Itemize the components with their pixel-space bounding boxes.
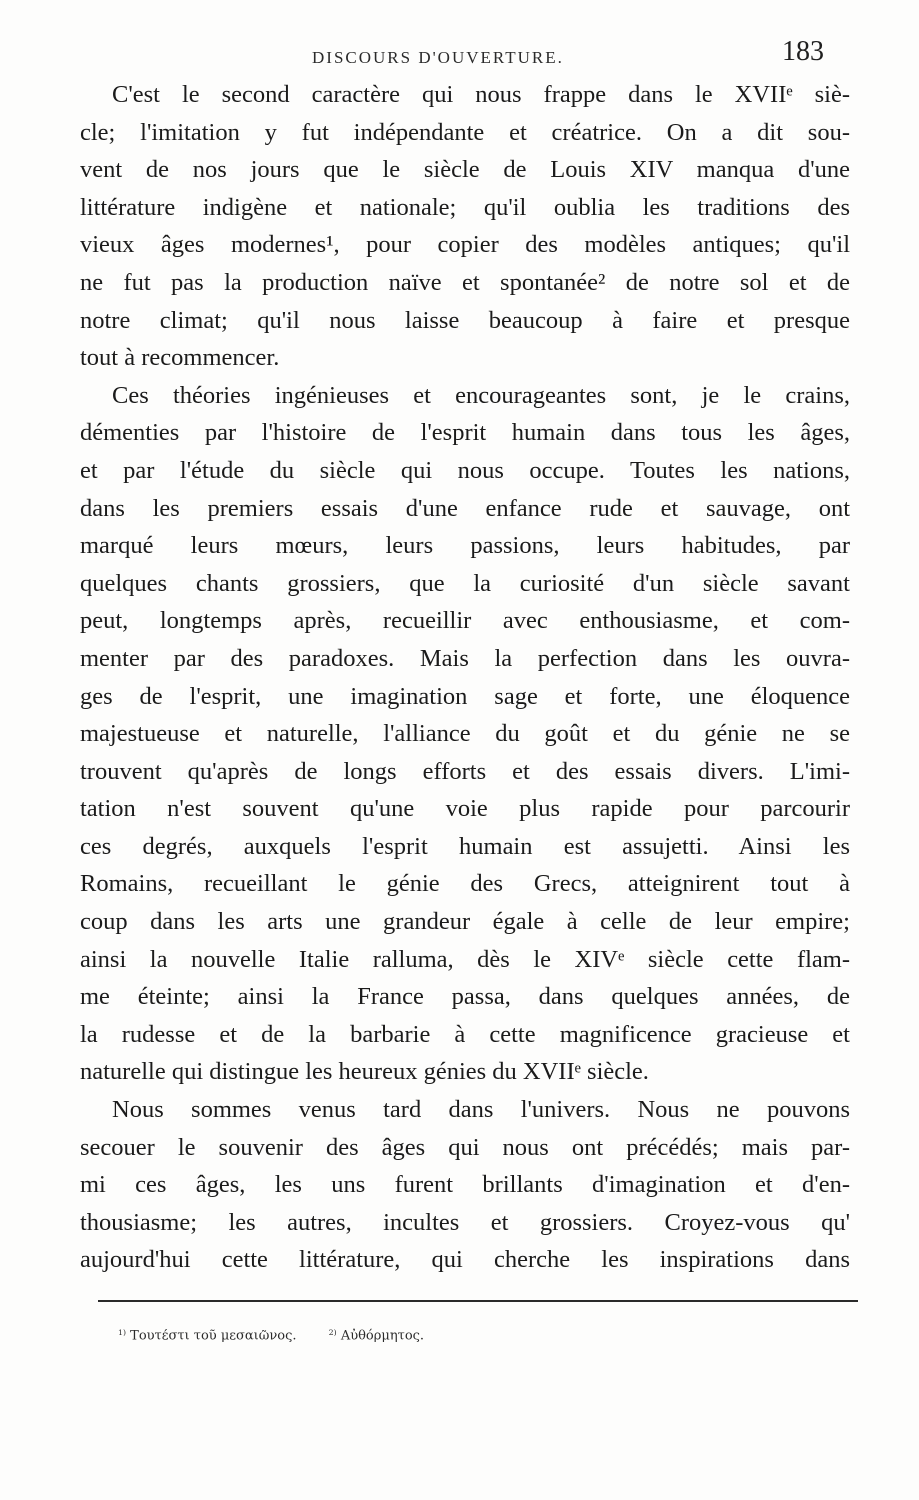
text-line: aujourd'hui cette littérature, qui cherche les inspirations dans [80,1246,850,1274]
text-line: littérature indigène et nationale; qu'il oublia les traditions des [80,193,850,221]
text-line: cle; l'imitation y fut indépendante et créatrice. On a dit sou- [80,118,850,146]
footnote-divider [98,1300,858,1302]
text-line: quelques chants grossiers, que la curiosité d'un siècle savant [80,569,850,597]
text-line: peut, longtemps après, recueillir avec enthousiasme, et com- [80,607,850,635]
text-line: coup dans les arts une grandeur égale à celle de leur empire; [80,908,850,936]
footnote-mark: 2) [328,1328,337,1337]
text-line: Nous sommes venus tard dans l'univers. Nous ne pouvons [112,1096,850,1124]
body-text [80,76,850,1279]
text-line: marqué leurs mœurs, leurs passions, leurs habitudes, par [80,532,850,560]
text-line: ne fut pas la production naïve et spontanée² de notre sol et de [80,268,850,296]
footnote-text: Αὐθόρμητος. [340,1328,425,1344]
page-number: 183 [782,36,824,67]
text-line: naturelle qui distingue les heureux génies du XVIIᵉ siècle. [80,1058,649,1086]
text-line: trouvent qu'après de longs efforts et des essais divers. L'imi- [80,757,850,785]
text-line: mi ces âges, les uns furent brillants d'imagination et d'en- [80,1171,850,1199]
text-line: majestueuse et naturelle, l'alliance du goût et du génie ne se [80,720,850,748]
text-line: C'est le second caractère qui nous frappe dans le XVIIᵉ siè- [112,81,850,108]
text-line: thousiasme; les autres, incultes et grossiers. Croyez-vous qu' [80,1208,850,1236]
text-line: tout à recommencer. [80,344,280,372]
text-line: dans les premiers essais d'une enfance rude et sauvage, ont [80,494,850,522]
text-line: ges de l'esprit, une imagination sage et forte, une éloquence [80,682,850,710]
text-line: ainsi la nouvelle Italie ralluma, dès le XIVᵉ siècle cette flam- [80,945,850,973]
text-line: menter par des paradoxes. Mais la perfection dans les ouvra- [80,644,850,672]
text-line: notre climat; qu'il nous laisse beaucoup à faire et presque [80,306,850,334]
footnote-mark: 1) [118,1328,127,1337]
text-line: ces degrés, auxquels l'esprit humain est assujetti. Ainsi les [80,832,850,860]
footnote-1 [118,1328,297,1344]
footnote-2 [329,1328,424,1344]
text-line: vent de nos jours que le siècle de Louis XIV manqua d'une [80,156,850,184]
text-line: Ces théories ingénieuses et encourageantes sont, je le crains, [112,381,850,409]
text-line: la rudesse et de la barbarie à cette magnificence gracieuse et [80,1020,850,1048]
text-line: tation n'est souvent qu'une voie plus rapide pour parcourir [80,795,850,823]
footnotes [118,1328,452,1344]
footnote-text: Τουτέστι τοῦ μεσαιῶνος. [130,1328,297,1344]
text-line: secouer le souvenir des âges qui nous ont précédés; mais par- [80,1133,850,1161]
text-line: vieux âges modernes¹, pour copier des modèles antiques; qu'il [80,231,850,259]
text-line: me éteinte; ainsi la France passa, dans quelques années, de [80,983,850,1011]
text-line: démenties par l'histoire de l'esprit humain dans tous les âges, [80,419,850,447]
text-line: et par l'étude du siècle qui nous occupe. Toutes les nations, [80,456,850,484]
running-head: DISCOURS D'OUVERTURE. [312,48,564,67]
text-line: Romains, recueillant le génie des Grecs, atteignirent tout à [80,870,850,898]
